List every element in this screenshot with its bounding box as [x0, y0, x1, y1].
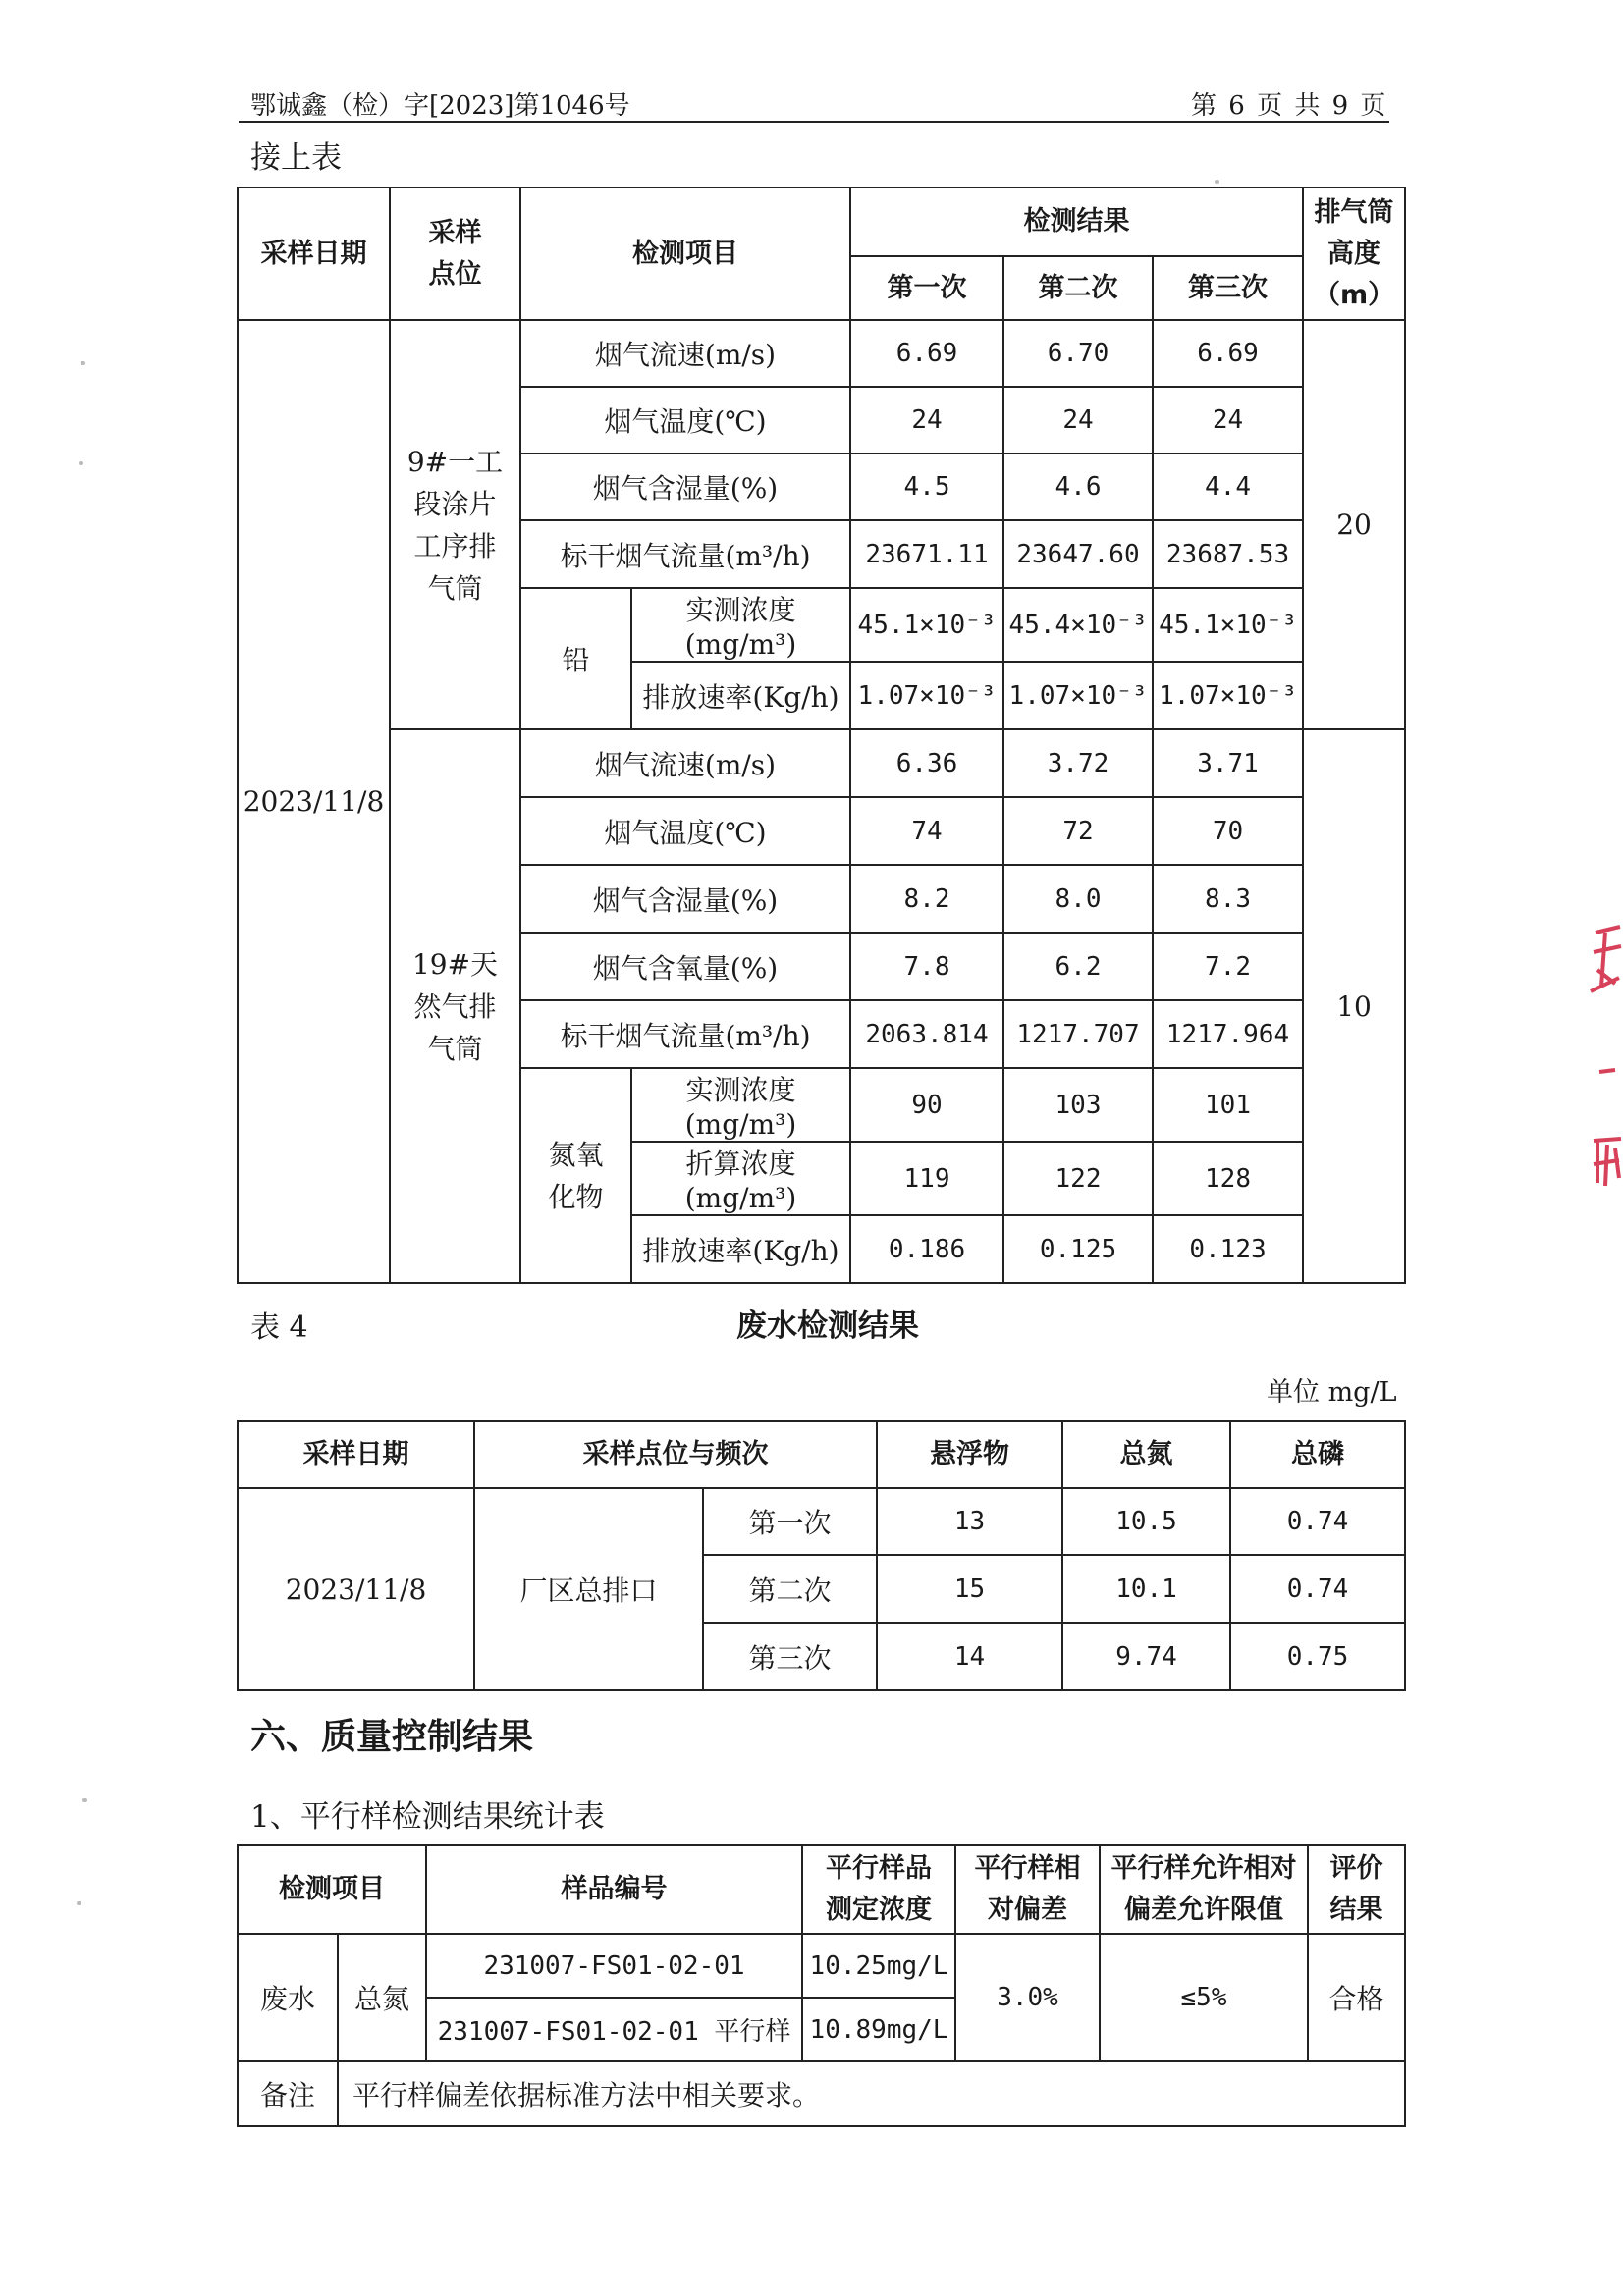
item-label: 实测浓度(mg/m³) — [631, 1068, 850, 1142]
page-indicator: 第 6 页 共 9 页 — [1191, 91, 1388, 121]
stack-height-9: 20 — [1303, 320, 1405, 729]
item-label: 标干烟气流量(m³/h) — [520, 520, 850, 588]
scan-speck — [82, 1798, 87, 1802]
header-suspended-solids: 悬浮物 — [877, 1421, 1062, 1488]
header-results: 检测结果 — [850, 187, 1303, 256]
report-number: 鄂诚鑫（检）字[2023]第1046号 — [250, 91, 630, 121]
scan-speck — [1215, 180, 1219, 184]
remark-text: 平行样偏差依据标准方法中相关要求。 — [338, 2061, 1405, 2126]
value-cell: 72 — [1003, 797, 1153, 865]
value-cell: 128 — [1153, 1142, 1303, 1215]
header-evaluation: 评价结果 — [1308, 1845, 1405, 1934]
header-second: 第二次 — [1003, 256, 1153, 320]
parallel-sample-table — [237, 1844, 1406, 2127]
value-cell: 8.2 — [850, 865, 1003, 933]
value-cell: 6.69 — [1153, 320, 1303, 387]
value-cell: 0.123 — [1153, 1215, 1303, 1283]
item-label: 烟气温度(℃) — [520, 387, 850, 454]
seal-mark — [1576, 913, 1623, 1237]
value-cell: 8.3 — [1153, 865, 1303, 933]
continued-label: 接上表 — [250, 140, 342, 176]
value-cell: 119 — [850, 1142, 1003, 1215]
wastewater-table — [237, 1420, 1406, 1691]
header-allowed-limit: 平行样允许相对偏差允许限值 — [1100, 1845, 1308, 1934]
subsection-title: 1、平行样检测结果统计表 — [250, 1799, 605, 1835]
value-cell: 4.5 — [850, 454, 1003, 520]
scan-speck — [77, 1901, 81, 1905]
item-label: 烟气含湿量(%) — [520, 454, 850, 520]
value-cell: 6.69 — [850, 320, 1003, 387]
value-cell: 1.07×10⁻³ — [1153, 662, 1303, 729]
sampling-date-cell: 2023/11/8 — [238, 1488, 474, 1690]
table4-label: 表 4 — [250, 1310, 308, 1345]
scan-speck — [81, 361, 85, 365]
value-cell: 24 — [850, 387, 1003, 454]
item-label: 烟气温度(℃) — [520, 797, 850, 865]
header-sample-id: 样品编号 — [426, 1845, 802, 1934]
frequency-cell: 第一次 — [703, 1488, 877, 1555]
header-measured-conc: 平行样品测定浓度 — [802, 1845, 955, 1934]
value-cell: 23687.53 — [1153, 520, 1303, 588]
item-label: 排放速率(Kg/h) — [631, 1215, 850, 1283]
value-cell: 0.74 — [1230, 1555, 1405, 1623]
value-cell: 0.186 — [850, 1215, 1003, 1283]
header-total-phosphorus: 总磷 — [1230, 1421, 1405, 1488]
item-label: 烟气含氧量(%) — [520, 933, 850, 1000]
pollutant-lead: 铅 — [520, 588, 631, 729]
value-cell: 45.1×10⁻³ — [850, 588, 1003, 662]
item-label: 烟气流速(m/s) — [520, 729, 850, 797]
conc-cell: 10.25mg/L — [802, 1934, 955, 1998]
value-cell: 23671.11 — [850, 520, 1003, 588]
remark-label: 备注 — [238, 2061, 338, 2126]
value-cell: 13 — [877, 1488, 1062, 1555]
value-cell: 1217.964 — [1153, 1000, 1303, 1068]
header-rule — [239, 121, 1389, 123]
header-point-frequency: 采样点位与频次 — [474, 1421, 877, 1488]
header-first: 第一次 — [850, 256, 1003, 320]
value-cell: 4.4 — [1153, 454, 1303, 520]
sampling-point-9: 9#一工段涂片工序排气筒 — [390, 320, 520, 729]
item-label: 排放速率(Kg/h) — [631, 662, 850, 729]
value-cell: 23647.60 — [1003, 520, 1153, 588]
item-label: 烟气含湿量(%) — [520, 865, 850, 933]
sampling-point-19: 19#天然气排气筒 — [390, 729, 520, 1283]
value-cell: 10.5 — [1062, 1488, 1230, 1555]
value-cell: 1217.707 — [1003, 1000, 1153, 1068]
value-cell: 7.8 — [850, 933, 1003, 1000]
relative-dev-cell: 3.0% — [955, 1934, 1100, 2061]
value-cell: 122 — [1003, 1142, 1153, 1215]
pollutant-nox: 氮氧化物 — [520, 1068, 631, 1283]
allowed-limit-cell: ≤5% — [1100, 1934, 1308, 2061]
value-cell: 6.36 — [850, 729, 1003, 797]
value-cell: 3.72 — [1003, 729, 1153, 797]
header-test-item: 检测项目 — [520, 187, 850, 320]
value-cell: 45.1×10⁻³ — [1153, 588, 1303, 662]
header-stack-height: 排气筒高度（m） — [1303, 187, 1405, 320]
value-cell: 2063.814 — [850, 1000, 1003, 1068]
header-sampling-date: 采样日期 — [238, 1421, 474, 1488]
item-label: 烟气流速(m/s) — [520, 320, 850, 387]
header-test-item: 检测项目 — [238, 1845, 426, 1934]
value-cell: 4.6 — [1003, 454, 1153, 520]
exhaust-gas-table — [237, 187, 1406, 1284]
value-cell: 0.125 — [1003, 1215, 1153, 1283]
sample-id-cell: 231007-FS01-02-01 平行样 — [426, 1998, 802, 2061]
header-third: 第三次 — [1153, 256, 1303, 320]
header-total-nitrogen: 总氮 — [1062, 1421, 1230, 1488]
value-cell: 45.4×10⁻³ — [1003, 588, 1153, 662]
value-cell: 103 — [1003, 1068, 1153, 1142]
value-cell: 6.70 — [1003, 320, 1153, 387]
sampling-date-cell: 2023/11/8 — [238, 320, 390, 1283]
value-cell: 10.1 — [1062, 1555, 1230, 1623]
header-sampling-date: 采样日期 — [238, 187, 390, 320]
seal-fragment — [1576, 913, 1623, 1237]
value-cell: 74 — [850, 797, 1003, 865]
value-cell: 1.07×10⁻³ — [850, 662, 1003, 729]
value-cell: 9.74 — [1062, 1623, 1230, 1690]
header-sampling-point: 采样点位 — [390, 187, 520, 320]
evaluation-cell: 合格 — [1308, 1934, 1405, 2061]
section-title: 六、质量控制结果 — [250, 1717, 534, 1757]
conc-cell: 10.89mg/L — [802, 1998, 955, 2061]
value-cell: 0.75 — [1230, 1623, 1405, 1690]
value-cell: 1.07×10⁻³ — [1003, 662, 1153, 729]
item-cell: 总氮 — [338, 1934, 426, 2061]
stack-height-19: 10 — [1303, 729, 1405, 1283]
category-cell: 废水 — [238, 1934, 338, 2061]
value-cell: 6.2 — [1003, 933, 1153, 1000]
value-cell: 90 — [850, 1068, 1003, 1142]
frequency-cell: 第三次 — [703, 1623, 877, 1690]
frequency-cell: 第二次 — [703, 1555, 877, 1623]
value-cell: 14 — [877, 1623, 1062, 1690]
scan-speck — [79, 461, 83, 465]
value-cell: 8.0 — [1003, 865, 1153, 933]
item-label: 折算浓度(mg/m³) — [631, 1142, 850, 1215]
value-cell: 0.74 — [1230, 1488, 1405, 1555]
table4-unit: 单位 mg/L — [1267, 1377, 1397, 1408]
header-relative-dev: 平行样相对偏差 — [955, 1845, 1100, 1934]
value-cell: 24 — [1153, 387, 1303, 454]
item-label: 实测浓度(mg/m³) — [631, 588, 850, 662]
table4-title: 废水检测结果 — [736, 1308, 919, 1344]
value-cell: 15 — [877, 1555, 1062, 1623]
value-cell: 7.2 — [1153, 933, 1303, 1000]
sample-id-cell: 231007-FS01-02-01 — [426, 1934, 802, 1998]
sampling-point-cell: 厂区总排口 — [474, 1488, 703, 1690]
value-cell: 3.71 — [1153, 729, 1303, 797]
value-cell: 24 — [1003, 387, 1153, 454]
value-cell: 101 — [1153, 1068, 1303, 1142]
value-cell: 70 — [1153, 797, 1303, 865]
item-label: 标干烟气流量(m³/h) — [520, 1000, 850, 1068]
